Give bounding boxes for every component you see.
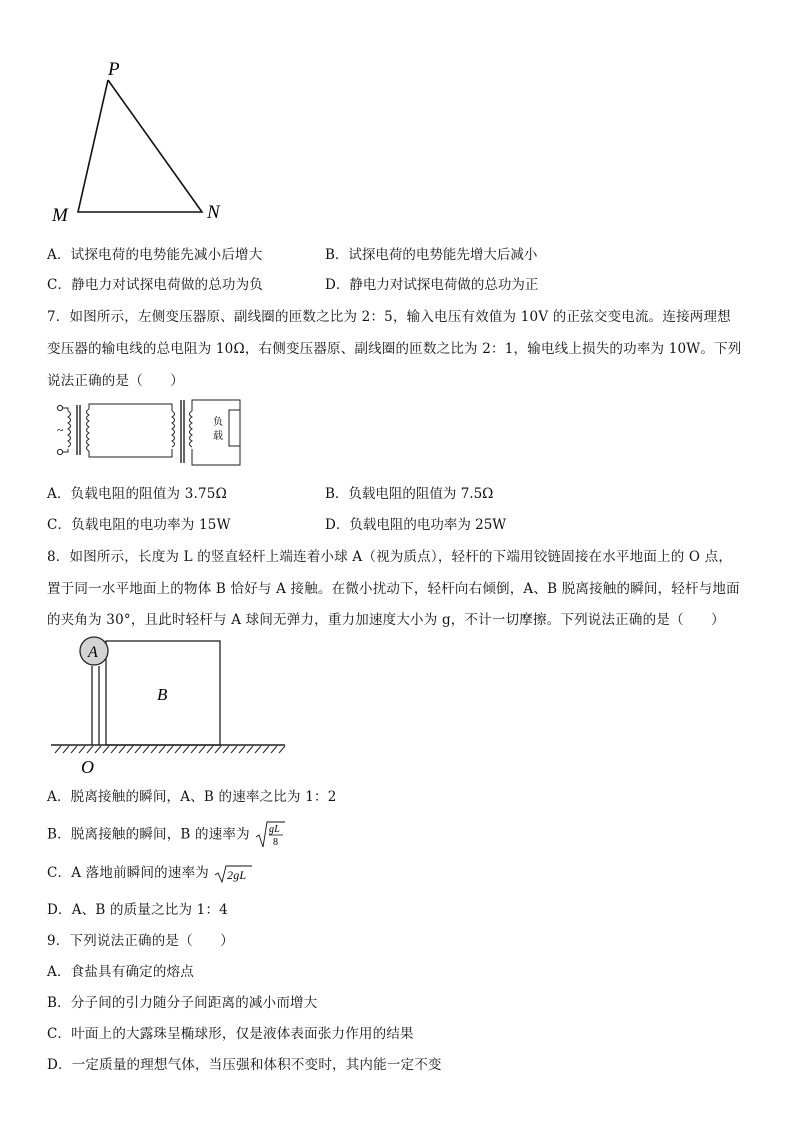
q8-option-c-formula [213, 864, 253, 884]
q7-option-d: D．负载电阻的电功率为 25W [325, 517, 507, 533]
q7-option-a: A．负载电阻的阻值为 3.75Ω [47, 486, 227, 502]
load-resistor [229, 410, 240, 446]
q6-option-a: A．试探电荷的电势能先减小后增大 [47, 247, 263, 263]
q7-stem-line2: 变压器的输电线的总电阻为 10Ω，右侧变压器原、副线圈的匝数之比为 2：1，输电线上损失的功率为 10W。下列 [47, 341, 742, 357]
triangle-figure [45, 55, 245, 230]
ac-source-symbol: ~ [57, 423, 64, 437]
q6-option-d: D．静电力对试探电荷做的总功为正 [325, 277, 539, 293]
q9-option-b: B．分子间的引力随分子间距离的减小而增大 [47, 995, 318, 1011]
q8-option-c [47, 861, 253, 884]
triangle-outline [78, 80, 202, 212]
q8-option-b-num: gL [269, 824, 281, 835]
q8-stem-line2: 置于同一水平地面上的物体 B 恰好与 A 接触。在微小扰动下，轻杆向右倾倒，A、B 脱离接触的瞬间，轻杆与地面 [47, 581, 740, 597]
load-label-2: 载 [213, 431, 223, 442]
load-label-1: 负 [213, 417, 223, 428]
q8-option-b-text: B．脱离接触的瞬间，B 的速率为 [47, 826, 250, 843]
label-B: B [157, 685, 168, 704]
q8-stem-line1: 8．如图所示，长度为 L 的竖直轻杆上端连着小球 A（视为质点），轻杆的下端用铰链固接在水平地面上的 O 点， [47, 549, 733, 565]
label-N: N [207, 202, 220, 223]
q8-option-c-rad: 2gL [227, 867, 247, 882]
label-M: M [52, 205, 68, 226]
q7-option-c: C．负载电阻的电功率为 15W [47, 517, 231, 533]
q9-option-c: C．叶面上的大露珠呈椭球形，仅是液体表面张力作用的结果 [47, 1026, 414, 1042]
q8-option-b-formula [254, 820, 286, 850]
q9-stem: 9．下列说法正确的是（ ） [47, 933, 234, 949]
q8-option-c-text: C．A 落地前瞬间的速率为 [47, 865, 209, 881]
transformer-circuit-figure [50, 397, 250, 471]
q8-option-b [47, 820, 286, 850]
rod-block-figure [45, 633, 295, 778]
q6-option-c: C．静电力对试探电荷做的总功为负 [47, 277, 264, 293]
q9-option-a: A．食盐具有确定的熔点 [47, 964, 194, 980]
q6-option-b: B．试探电荷的电势能先增大后减小 [325, 247, 538, 263]
q7-stem-line1: 7．如图所示，左侧变压器原、副线圈的匝数之比为 2：5，输入电压有效值为 10V 的正弦交变电流。连接两理想 [47, 309, 731, 325]
q8-option-b-den: 8 [273, 837, 279, 848]
q8-option-a: A．脱离接触的瞬间，A、B 的速率之比为 1：2 [47, 789, 337, 805]
q7-stem-line3: 说法正确的是（ ） [47, 373, 184, 389]
q9-option-d: D．一定质量的理想气体，当压强和体积不变时，其内能一定不变 [47, 1057, 442, 1073]
label-A: A [88, 644, 98, 661]
q7-option-b: B．负载电阻的阻值为 7.5Ω [325, 486, 494, 502]
q8-option-d: D．A、B 的质量之比为 1：4 [47, 902, 228, 918]
label-O: O [81, 757, 94, 777]
label-P: P [108, 59, 120, 80]
q8-stem-line3: 的夹角为 30°，且此时轻杆与 A 球间无弹力，重力加速度大小为 g，不计一切摩擦。下列说法正确的是（ ） [47, 612, 725, 628]
